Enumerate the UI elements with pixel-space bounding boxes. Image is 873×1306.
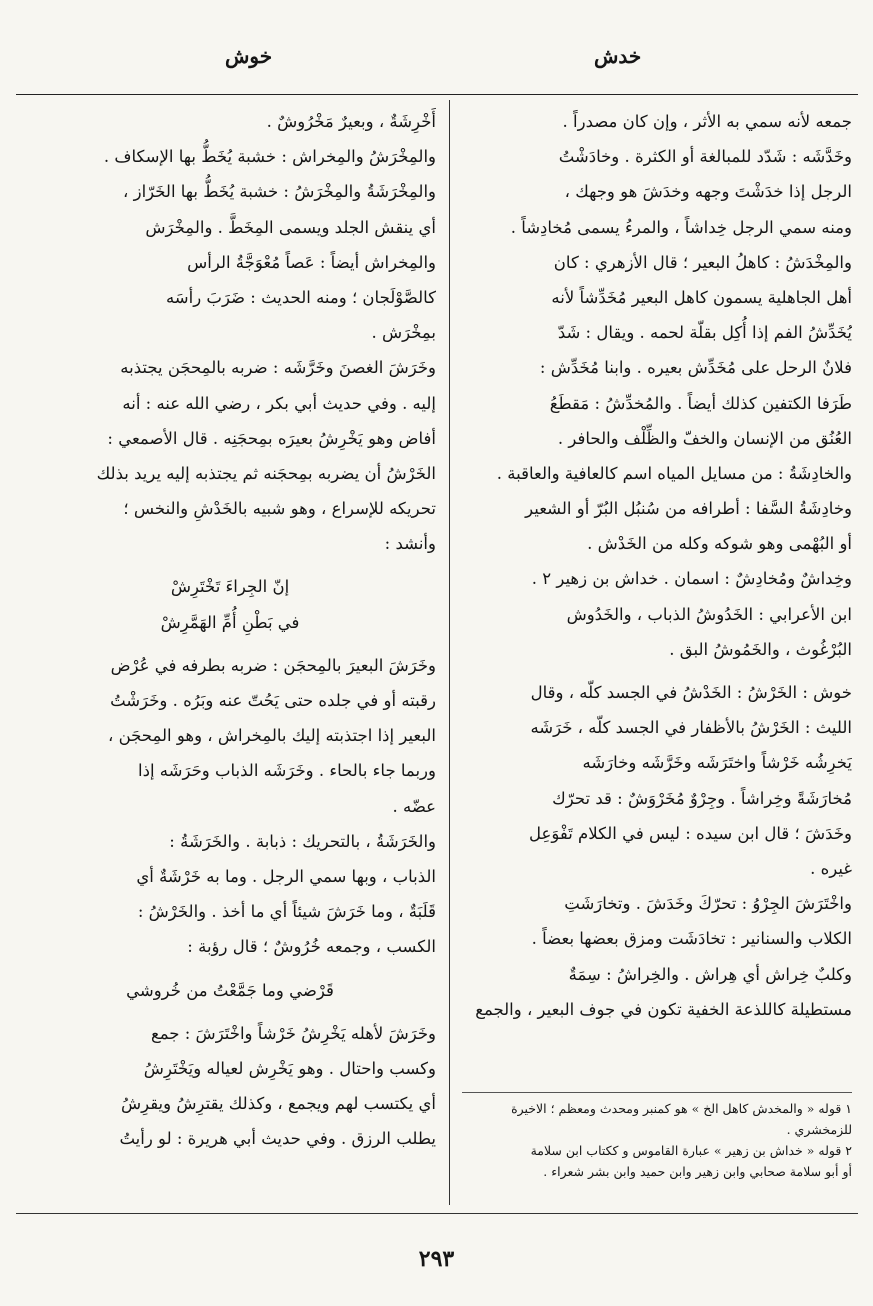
right-column-line: ومنه سمي الرجل خِداشاً ، والمرءُ يسمى مُخادِشاً . (510, 217, 852, 237)
left-column-line: وخَرَشَ الغصنَ وخَرَّشَه : ضربه بالمِحجَن يجتذبه (120, 358, 436, 378)
left-column-line: والمِخراش أيضاً : عَصاً مُعْوَجَّةُ الرأس (187, 252, 436, 272)
left-column-line: قَلَبَةٌ ، وما خَرَشَ شيئاً أي ما أخذ . والخَرْشُ : (137, 902, 436, 922)
footnotes-line: للزمخشري . (786, 1122, 852, 1137)
page-number: ٢٩٣ (418, 1246, 455, 1272)
right-column-line: فلانٌ الرحل على مُخَدِّش بعيره . وابنا مُخَدِّش : (539, 358, 852, 378)
right-column-line: ابن الأعرابي : الخَدُوشُ الذباب ، والخَدُوش (566, 604, 852, 624)
right-column-line: العُنُق من الإنسان والخفّ والظِّلْف والحافر . (557, 428, 852, 448)
right-column-line: وكلبٌ خِراش أي هِراش . والخِراشُ : سِمَةٌ (568, 964, 852, 984)
left-column-line: أفاض وهو يَخْرِشُ بعيرَه بمِحجَنِه . قال الأصمعي : (107, 428, 436, 448)
footnote-rule (462, 1092, 852, 1093)
footnotes (462, 1098, 852, 1182)
left-column-line: الخَرْشُ أن يضربه بمِحجَنه ثم يجتذبه إليه يريد بذلك (96, 463, 436, 483)
footnotes-line: أو أبو سلامة صحابي وابن زهير وابن حميد وابن بشر شعراء . (543, 1164, 852, 1179)
header-rule (16, 94, 858, 95)
right-column-line: خوش : الخَرْشُ : الخَدْشُ في الجسد كلّه ، وقال (530, 683, 852, 702)
left-column-line: تحريكه للإسراع ، وهو شبيه بالخَدْشِ والنخس ؛ (123, 499, 436, 519)
left-column-line: عضّه . (392, 796, 436, 816)
left-column-line: وكسب واحتال . وهو يَخْرِش لعياله ويَخْتَرِشُ (143, 1058, 436, 1078)
column-separator (449, 100, 450, 1205)
right-column-line: يُخَدِّشُ الفم إذا أُكِل بقلّة لحمه . ويقال : شَدّ (557, 323, 852, 343)
left-column-line: الذباب ، وبها سمي الرجل . وما به خَرْشَةٌ أي (136, 866, 436, 886)
left-column-line: وربما جاء بالحاء . وخَرَشَه الذباب وحَرَشَه إذا (138, 761, 436, 781)
left-column (24, 104, 436, 1156)
right-column-line: وخادِشَةُ السَّفا : أطرافه من سُنبُل البُرّ أو الشعير (525, 499, 852, 519)
left-column-line: يطلب الرزق . وفي حديث أبي هريرة : لو رأيتُ (119, 1129, 436, 1149)
footnotes-line: ٢ قوله « خداش بن زهير » عبارة القاموس و ككتاب ابن سلامة (530, 1143, 852, 1158)
right-column-line: غيره . (810, 858, 852, 878)
left-column-line: أي يكتسب لهم ويجمع ، وكذلك يقترِشُ ويقرِشُ (120, 1094, 436, 1114)
footnotes-line: ١ قوله « والمخدش كاهل الخ » هو كمنبر ومحدث ومعظم ؛ الاخيرة (511, 1101, 852, 1116)
right-column-line: الرجل إذا خدَشْتَ وجهه وخدَشَ هو وجهك ، (564, 182, 852, 202)
right-column-line: وخَدَشَ ؛ قال ابن سيده : ليس في الكلام تَفْوَعِل (529, 823, 852, 843)
left-column-line: والمِخْرَشُ والمِخراش : خشبة يُخَطُّ بها الإسكاف . (103, 147, 436, 167)
left-column-line: إنّ الجِراءَ تَخْتَرِشْ (170, 577, 290, 597)
right-column-line: واخْتَرَشَ الجِرْوُ : تحرّكَ وخَدَشَ . وتخارَشَتِ (564, 894, 852, 914)
right-column-line: والمِخْدَشُ : كاهلُ البعير ؛ قال الأزهري : كان (553, 252, 852, 272)
right-column-line: وخِداشٌ ومُخادِشٌ : اسمان . خداش بن زهير ٢ . (531, 569, 852, 589)
left-column-line: كالصَّوْلَجان ؛ ومنه الحديث : ضَرَبَ رأسَه (165, 287, 436, 307)
left-column-line: رقبته أو في جلده حتى يَحُتّ عنه وبَرُه . وخَرَشْتُ (110, 691, 436, 710)
right-column (462, 104, 852, 1027)
right-column-line: أهل الجاهلية يسمون كاهل البعير مُخَدِّشاً لأنه (551, 287, 852, 307)
left-column-line: في بَطْنِ أُمِّ الهَمَّرِشْ (160, 612, 300, 632)
right-column-line: مستطيلة كاللذعة الخفية تكون في جوف البعير ، والجمع (475, 999, 852, 1019)
left-column-line: وأنشد : (384, 534, 436, 554)
running-head-right: خدش (594, 44, 642, 68)
right-column-line: جمعه لأنه سمي به الأثر ، وإن كان مصدراً . (562, 112, 852, 131)
right-column-line: البُرْغُوث ، والخَمُوشُ البق . (669, 639, 852, 659)
right-column-line: يَخرِشُه خَرْشاً واختَرَشَه وخَرَّشَه وخارَشَه (582, 753, 852, 773)
left-column-line: إليه . وفي حديث أبي بكر ، رضي الله عنه : أنه (122, 393, 436, 413)
left-column-line: والخَرَشَةُ ، بالتحريك : ذبابة . والخَرَشَةُ : (169, 831, 436, 851)
right-column-line: والخادِشَةُ : من مسايل المياه اسم كالعافية والعاقبة . (496, 463, 852, 483)
left-column-line: قَرْضي وما جَمَّعْتُ من خُروشي (126, 980, 334, 1000)
left-column-line: وخَرَشَ البعيرَ بالمِحجَن : ضربه بطرفه في عُرْض (110, 655, 436, 675)
left-column-line: البعير إذا اجتذبته إليك بالمِخراش ، وهو المِحجَن ، (108, 726, 436, 746)
left-column-line: الكسب ، وجمعه خُرُوشٌ ؛ قال رؤبة : (187, 937, 436, 957)
left-column-line: أي ينقش الجلد ويسمى المِخَطَّ . والمِخْرَش (145, 217, 436, 237)
running-head-left: خوش (225, 44, 273, 68)
left-column-line: بمِخْرَش . (371, 323, 436, 343)
right-column-line: الليث : الخَرْشُ بالأظفار في الجسد كلّه ، خَرَشَه (530, 718, 852, 738)
right-column-line: طَرَفا الكتفين كذلك أيضاً . والمُخدِّشُ : مَقطَعُ (549, 393, 852, 413)
left-column-line: والمِخْرَشَةُ والمِخْرَشُ : خشبة يُخَطُّ بها الخَرّاز ، (123, 182, 436, 202)
footer-rule (16, 1213, 858, 1214)
right-column-line: الكلاب والسنانير : تخادَشَت ومزق بعضها بعضاً . (531, 929, 852, 949)
right-column-line: أو البُهْمى وهو شوكه وكله من الخَدْش . (587, 534, 852, 554)
right-column-line: وخَدَّشَه : شَدّد للمبالغة أو الكثرة . وخادَشْتُ (558, 147, 852, 167)
left-column-line: وخَرَشَ لأهله يَخْرِشُ خَرْشاً واخْتَرَشَ : جمع (150, 1023, 436, 1043)
right-column-line: مُخارَشَةً وخِراشاً . وجِرْوٌ مُخَرْوَشٌ : قد تحرّك (552, 788, 852, 808)
left-column-line: أَخْرِشَةٌ ، وبعيرٌ مَخْرُوشٌ . (266, 112, 436, 131)
